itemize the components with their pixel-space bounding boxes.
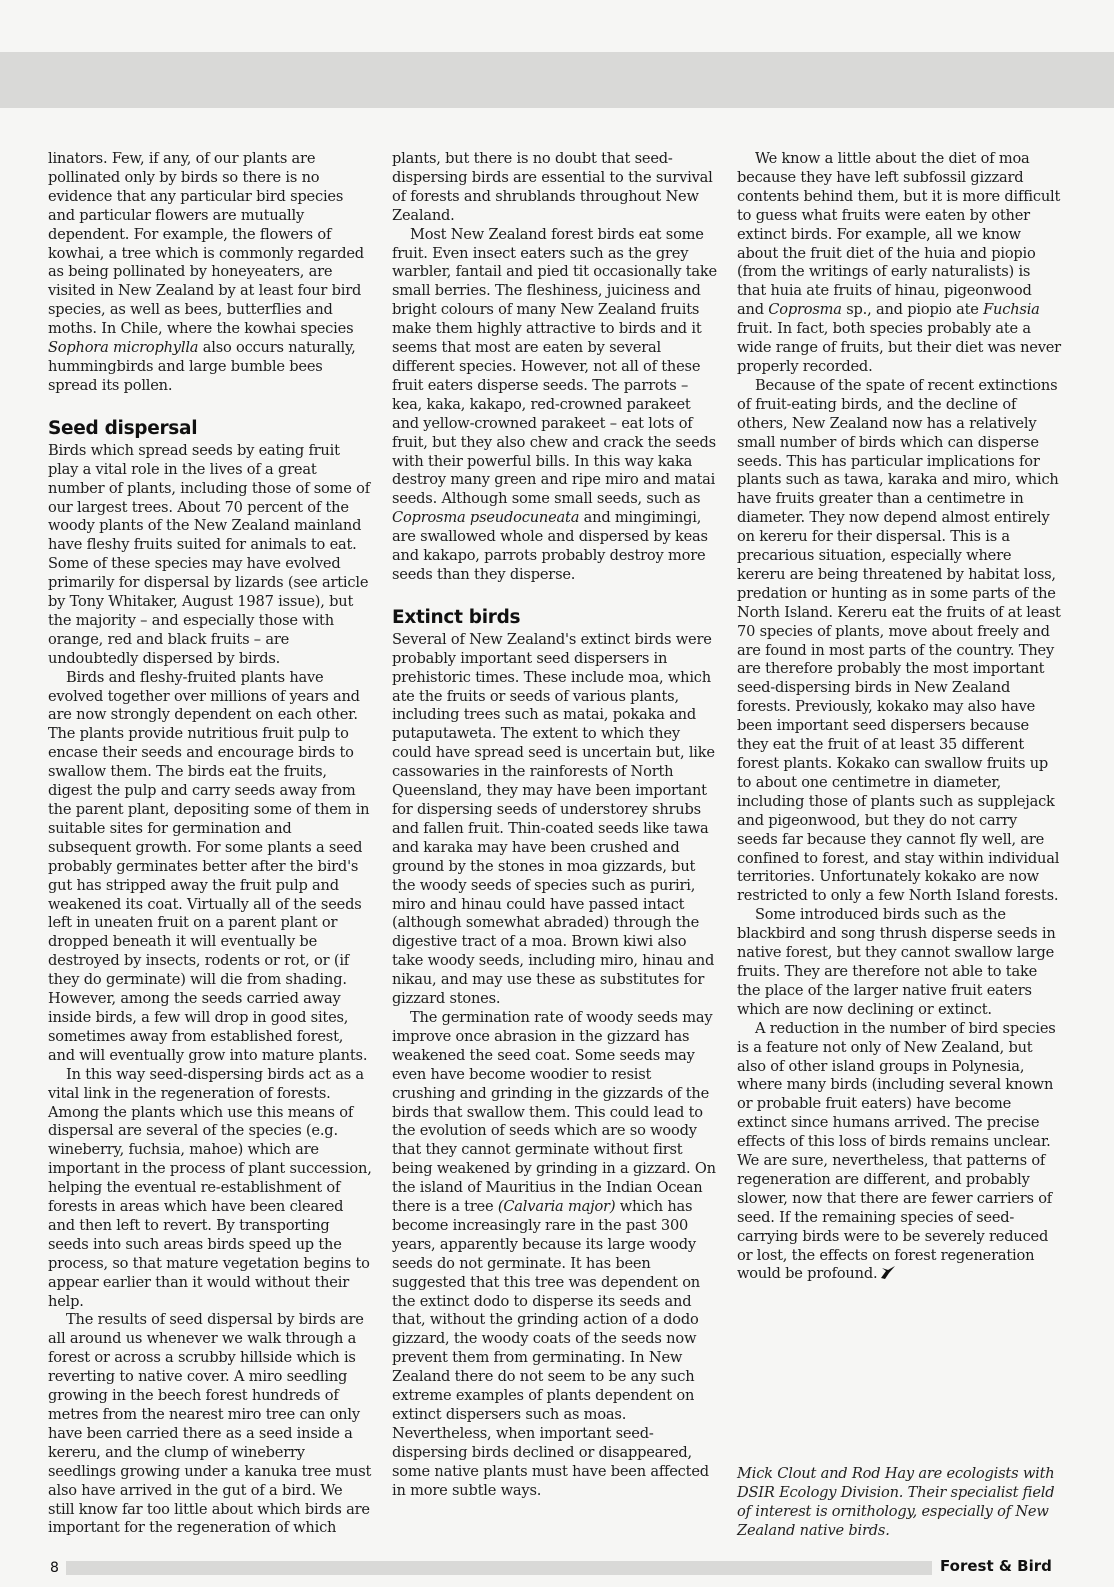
footer-bar bbox=[66, 1561, 932, 1575]
paragraph: Birds and fleshy-fruited plants have evolved together over millions of years and are now strongly dependent on each other. The plants provide nutritious fruit pulp to encase their seeds and encourage birds to swallow them. The birds eat the fruits, digest the pulp and carry seeds away from the parent plant, depositing some of them in suitable sites for germination and subsequent growth. For some plants a seed probably germinates better after the bird's gut has stripped away the fruit pulp and weakened its coat. Virtually all of the seeds left in uneaten fruit on a parent plant or dropped beneath it will eventually be destroyed by insects, rodents or rot, or (if they do germinate) will die from shading. However, among the seeds carried away inside birds, a few will drop in good sites, sometimes away from established forest, and will eventually grow into mature plants. bbox=[48, 668, 370, 1064]
paragraph: linators. Few, if any, of our plants are pollinated only by birds so there is no evidence that any particular bird species and particular flowers are mutually dependent. For example, the flowers of kowhai, a tree which is commonly regarded as being pollinated by honeyeaters, are visited in New Zealand by at least four bird species, as well as bees, butterflies and moths. In Chile, where the kowhai species Sophora microphylla also occurs naturally, hummingbirds and large bumble bees spread its pollen. bbox=[48, 150, 364, 394]
paragraph: plants, but there is no doubt that seed-dispersing birds are essential to the survival of forests and shrublands throughout New Zealand. bbox=[392, 150, 713, 224]
column-3 bbox=[737, 150, 1062, 1284]
magazine-title: Forest & Bird bbox=[940, 1557, 1052, 1575]
column-1 bbox=[48, 150, 373, 1538]
section-heading-seed-dispersal: Seed dispersal bbox=[48, 417, 198, 439]
paragraph: We know a little about the diet of moa because they have left subfossil gizzard contents behind them, but it is more difficult to guess what fruits were eaten by other extinct birds. For example, all we know about the fruit diet of the huia and piopio (from the writings of early naturalists) is that huia ate fruits of hinau, pigeonwood and Coprosma sp., and piopio ate Fuchsia fruit. In fact, both species probably ate a wide range of fruits, but their diet was never properly recorded. bbox=[737, 150, 1061, 375]
paragraph: Several of New Zealand's extinct birds were probably important seed dispersers in prehistoric times. These include moa, which ate the fruits or seeds of various plants, including trees such as matai, pokaka and putaputaweta. The extent to which they could have spread seed is uncertain but, like cassowaries in the rainforests of North Queensland, they may have been important for dispersing seeds of understorey shrubs and fallen fruit. Thin-coated seeds like tawa and karaka may have been crushed and ground by the stones in moa gizzards, but the woody seeds of species such as puriri, miro and hinau could have passed intact (although somewhat abraded) through the digestive tract of a moa. Brown kiwi also take woody seeds, including miro, hinau and nikau, and may use these as substitutes for gizzard stones. bbox=[392, 630, 715, 1008]
column-2 bbox=[392, 150, 717, 1501]
section-heading-extinct-birds: Extinct birds bbox=[392, 606, 521, 628]
paragraph: A reduction in the number of bird species is a feature not only of New Zealand, but also of other island groups in Polynesia, where many birds (including several known or probable fruit eaters) have become extinct since humans arrived. The precise effects of this loss of birds remains unclear. We are sure, nevertheless, that patterns of regeneration are different, and probably slower, now that there are fewer carriers of seed. If the remaining species of seed-carrying birds were to be severely reduced or lost, the effects on forest regeneration would be profound. bbox=[737, 1019, 1056, 1283]
paragraph: In this way seed-dispersing birds act as a vital link in the regeneration of forests. Among the plants which use this means of dispersal are several of the species (e.g. wineberry, fuchsia, mahoe) which are important in the process of plant succession, helping the eventual re-establishment of forests in areas which have been cleared and then left to revert. By transporting seeds into such areas birds speed up the process, so that mature vegetation begins to appear earlier than it would without their help. bbox=[48, 1065, 372, 1310]
paragraph: Some introduced birds such as the blackbird and song thrush disperse seeds in native forest, but they cannot swallow large fruits. They are therefore not able to take the place of the larger native fruit eaters which are now declining or extinct. bbox=[737, 906, 1056, 1018]
author-bio: Mick Clout and Rod Hay are ecologists with DSIR Ecology Division. Their specialist field of interest is ornithology, especially of New Zealand native birds. bbox=[737, 1465, 1055, 1539]
paragraph: The germination rate of woody seeds may improve once abrasion in the gizzard has weakened the seed coat. Some seeds may even have become woodier to resist crushing and grinding in the gizzards of the birds that swallow them. This could lead to the evolution of seeds which are so woody that they cannot germinate without first being weakened by grinding in a gizzard. On the island of Mauritius in the Indian Ocean there is a tree (Calvaria major) which has become increasingly rare in the past 300 years, apparently because its large woody seeds do not germinate. It has been suggested that this tree was dependent on the extinct dodo to disperse its seeds and that, without the grinding action of a dodo gizzard, the woody coats of the seeds now prevent them from germinating. In New Zealand there do not seem to be any such extreme examples of plants dependent on extinct dispersers such as moas. Nevertheless, when important seed-dispersing birds declined or disappeared, some native plants must have been affected in more subtle ways. bbox=[392, 1008, 716, 1499]
bird-end-mark-icon bbox=[879, 1265, 897, 1280]
paragraph: Most New Zealand forest birds eat some fruit. Even insect eaters such as the grey warbler, fantail and pied tit occasionally take small berries. The fleshiness, juiciness and bright colours of many New Zealand fruits make them highly attractive to birds and it seems that most are eaten by several different species. However, not all of these fruit eaters disperse seeds. The parrots – kea, kaka, kakapo, red-crowned parakeet and yellow-crowned parakeet – eat lots of fruit, but they also chew and crack the seeds with their powerful bills. In this way kaka destroy many green and ripe miro and matai seeds. Although some small seeds, such as Coprosma pseudocuneata and mingimingi, are swallowed whole and dispersed by keas and kakapo, parrots probably destroy more seeds than they disperse. bbox=[392, 225, 717, 583]
paragraph: The results of seed dispersal by birds are all around us whenever we walk through a forest or across a scrubby hillside which is reverting to native cover. A miro seedling growing in the beech forest hundreds of metres from the nearest miro tree can only have been carried there as a seed inside a kereru, and the clump of wineberry seedlings growing under a kanuka tree must also have arrived in the gut of a bird. We still know far too little about which birds are important for the regeneration of which bbox=[48, 1311, 372, 1537]
paragraph: Because of the spate of recent extinctions of fruit-eating birds, and the decline of others, New Zealand now has a relatively small number of birds which can disperse seeds. This has particular implications for plants such as tawa, karaka and miro, which have fruits greater than a centimetre in diameter. They now depend almost entirely on kereru for their dispersal. This is a precarious situation, especially where kereru are being threatened by habitat loss, predation or hunting as in some parts of the North Island. Kereru eat the fruits of at least 70 species of plants, move about freely and are found in most parts of the country. They are therefore probably the most important seed-dispersing birds in New Zealand forests. Previously, kokako may also have been important seed dispersers because they eat the fruit of at least 35 different forest plants. Kokako can swallow fruits up to about one centimetre in diameter, including those of plants such as supplejack and pigeonwood, but they do not carry seeds far because they cannot fly well, are confined to forest, and stay within individual territories. Unfortunately kokako are now restricted to only a few North Island forests. bbox=[737, 376, 1061, 905]
paragraph: Birds which spread seeds by eating fruit play a vital role in the lives of a great number of plants, including those of some of our largest trees. About 70 percent of the woody plants of the New Zealand mainland have fleshy fruits suited for animals to eat. Some of these species may have evolved primarily for dispersal by lizards (see article by Tony Whitaker, August 1987 issue), but the majority – and especially those with orange, red and black fruits – are undoubtedly dispersed by birds. bbox=[48, 441, 370, 667]
page-number: 8 bbox=[50, 1560, 59, 1576]
header-band bbox=[0, 52, 1114, 108]
